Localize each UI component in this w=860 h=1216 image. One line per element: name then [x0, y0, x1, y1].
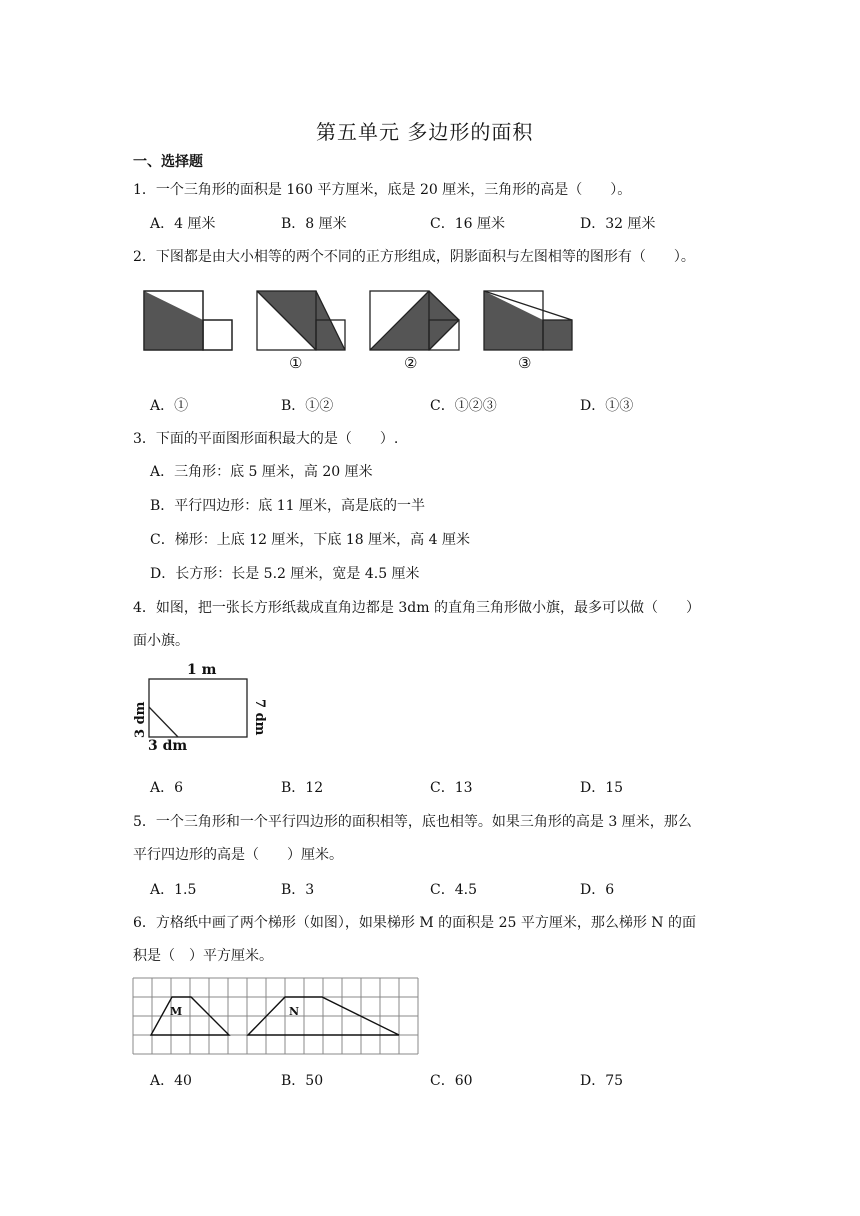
- q4-option-a[interactable]: A．6: [150, 780, 184, 796]
- q2-option-b[interactable]: B．①②: [281, 398, 334, 414]
- q6-label-m: M: [170, 1005, 183, 1018]
- question-6-text-line2: 积是（ ）平方厘米。: [133, 948, 273, 964]
- q4-label-left: 3 dm: [133, 701, 148, 738]
- q4-label-bottom: 3 dm: [148, 738, 188, 754]
- q6-option-c[interactable]: C．60: [430, 1073, 473, 1089]
- question-4-text-line2: 面小旗。: [133, 633, 189, 649]
- question-2-text: 2．下图都是由大小相等的两个不同的正方形组成，阴影面积与左图相等的图形有（ ）。: [133, 249, 695, 265]
- q3-option-a[interactable]: A．三角形：底 5 厘米，高 20 厘米: [150, 464, 373, 480]
- page-title: 第五单元 多边形的面积: [316, 120, 534, 144]
- q1-option-a[interactable]: A．4 厘米: [150, 216, 216, 232]
- q3-option-c[interactable]: C．梯形：上底 12 厘米，下底 18 厘米，高 4 厘米: [150, 532, 470, 548]
- q3-option-b[interactable]: B．平行四边形：底 11 厘米，高是底的一半: [150, 498, 426, 514]
- q5-option-b[interactable]: B．3: [281, 882, 315, 898]
- q6-option-a[interactable]: A．40: [150, 1073, 192, 1089]
- question-4-text-line1: 4．如图，把一张长方形纸裁成直角边都是 3dm 的直角三角形做小旗，最多可以做（ ）: [133, 600, 700, 616]
- q3-option-d[interactable]: D．长方形：长是 5.2 厘米，宽是 4.5 厘米: [150, 566, 420, 582]
- q1-option-d[interactable]: D．32 厘米: [580, 216, 656, 232]
- q6-option-b[interactable]: B．50: [281, 1073, 324, 1089]
- q1-option-c[interactable]: C．16 厘米: [430, 216, 505, 232]
- q2-figure-label-3: ③: [518, 354, 532, 372]
- question-5-text-line1: 5．一个三角形和一个平行四边形的面积相等，底也相等。如果三角形的高是 3 厘米，那么: [133, 814, 692, 830]
- q4-option-c[interactable]: C．13: [430, 780, 473, 796]
- q5-option-c[interactable]: C．4.5: [430, 882, 477, 898]
- question-3-text: 3．下面的平面图形面积最大的是（ ）.: [133, 431, 399, 447]
- q2-option-d[interactable]: D．①③: [580, 398, 634, 414]
- q4-option-d[interactable]: D．15: [580, 780, 624, 796]
- q4-label-top: 1 m: [187, 662, 217, 678]
- q6-option-d[interactable]: D．75: [580, 1073, 624, 1089]
- q5-option-d[interactable]: D．6: [580, 882, 615, 898]
- section-heading: 一、选择题: [133, 154, 203, 170]
- q4-option-b[interactable]: B．12: [281, 780, 324, 796]
- question-6-text-line1: 6．方格纸中画了两个梯形（如图），如果梯形 M 的面积是 25 平方厘米，那么梯形 N 的面: [133, 915, 697, 931]
- q2-figure-label-2: ②: [404, 354, 418, 372]
- q2-figure-label-1: ①: [289, 354, 303, 372]
- q2-option-c[interactable]: C．①②③: [430, 398, 497, 414]
- q5-option-a[interactable]: A．1.5: [150, 882, 197, 898]
- question-1-text: 1．一个三角形的面积是 160 平方厘米，底是 20 厘米，三角形的高是（ ）。: [133, 182, 632, 198]
- question-5-text-line2: 平行四边形的高是（ ）厘米。: [133, 847, 343, 863]
- q1-option-b[interactable]: B．8 厘米: [281, 216, 347, 232]
- q6-label-n: N: [289, 1005, 300, 1018]
- q2-option-a[interactable]: A．①: [150, 398, 189, 414]
- q4-label-right: 7 dm: [252, 699, 267, 736]
